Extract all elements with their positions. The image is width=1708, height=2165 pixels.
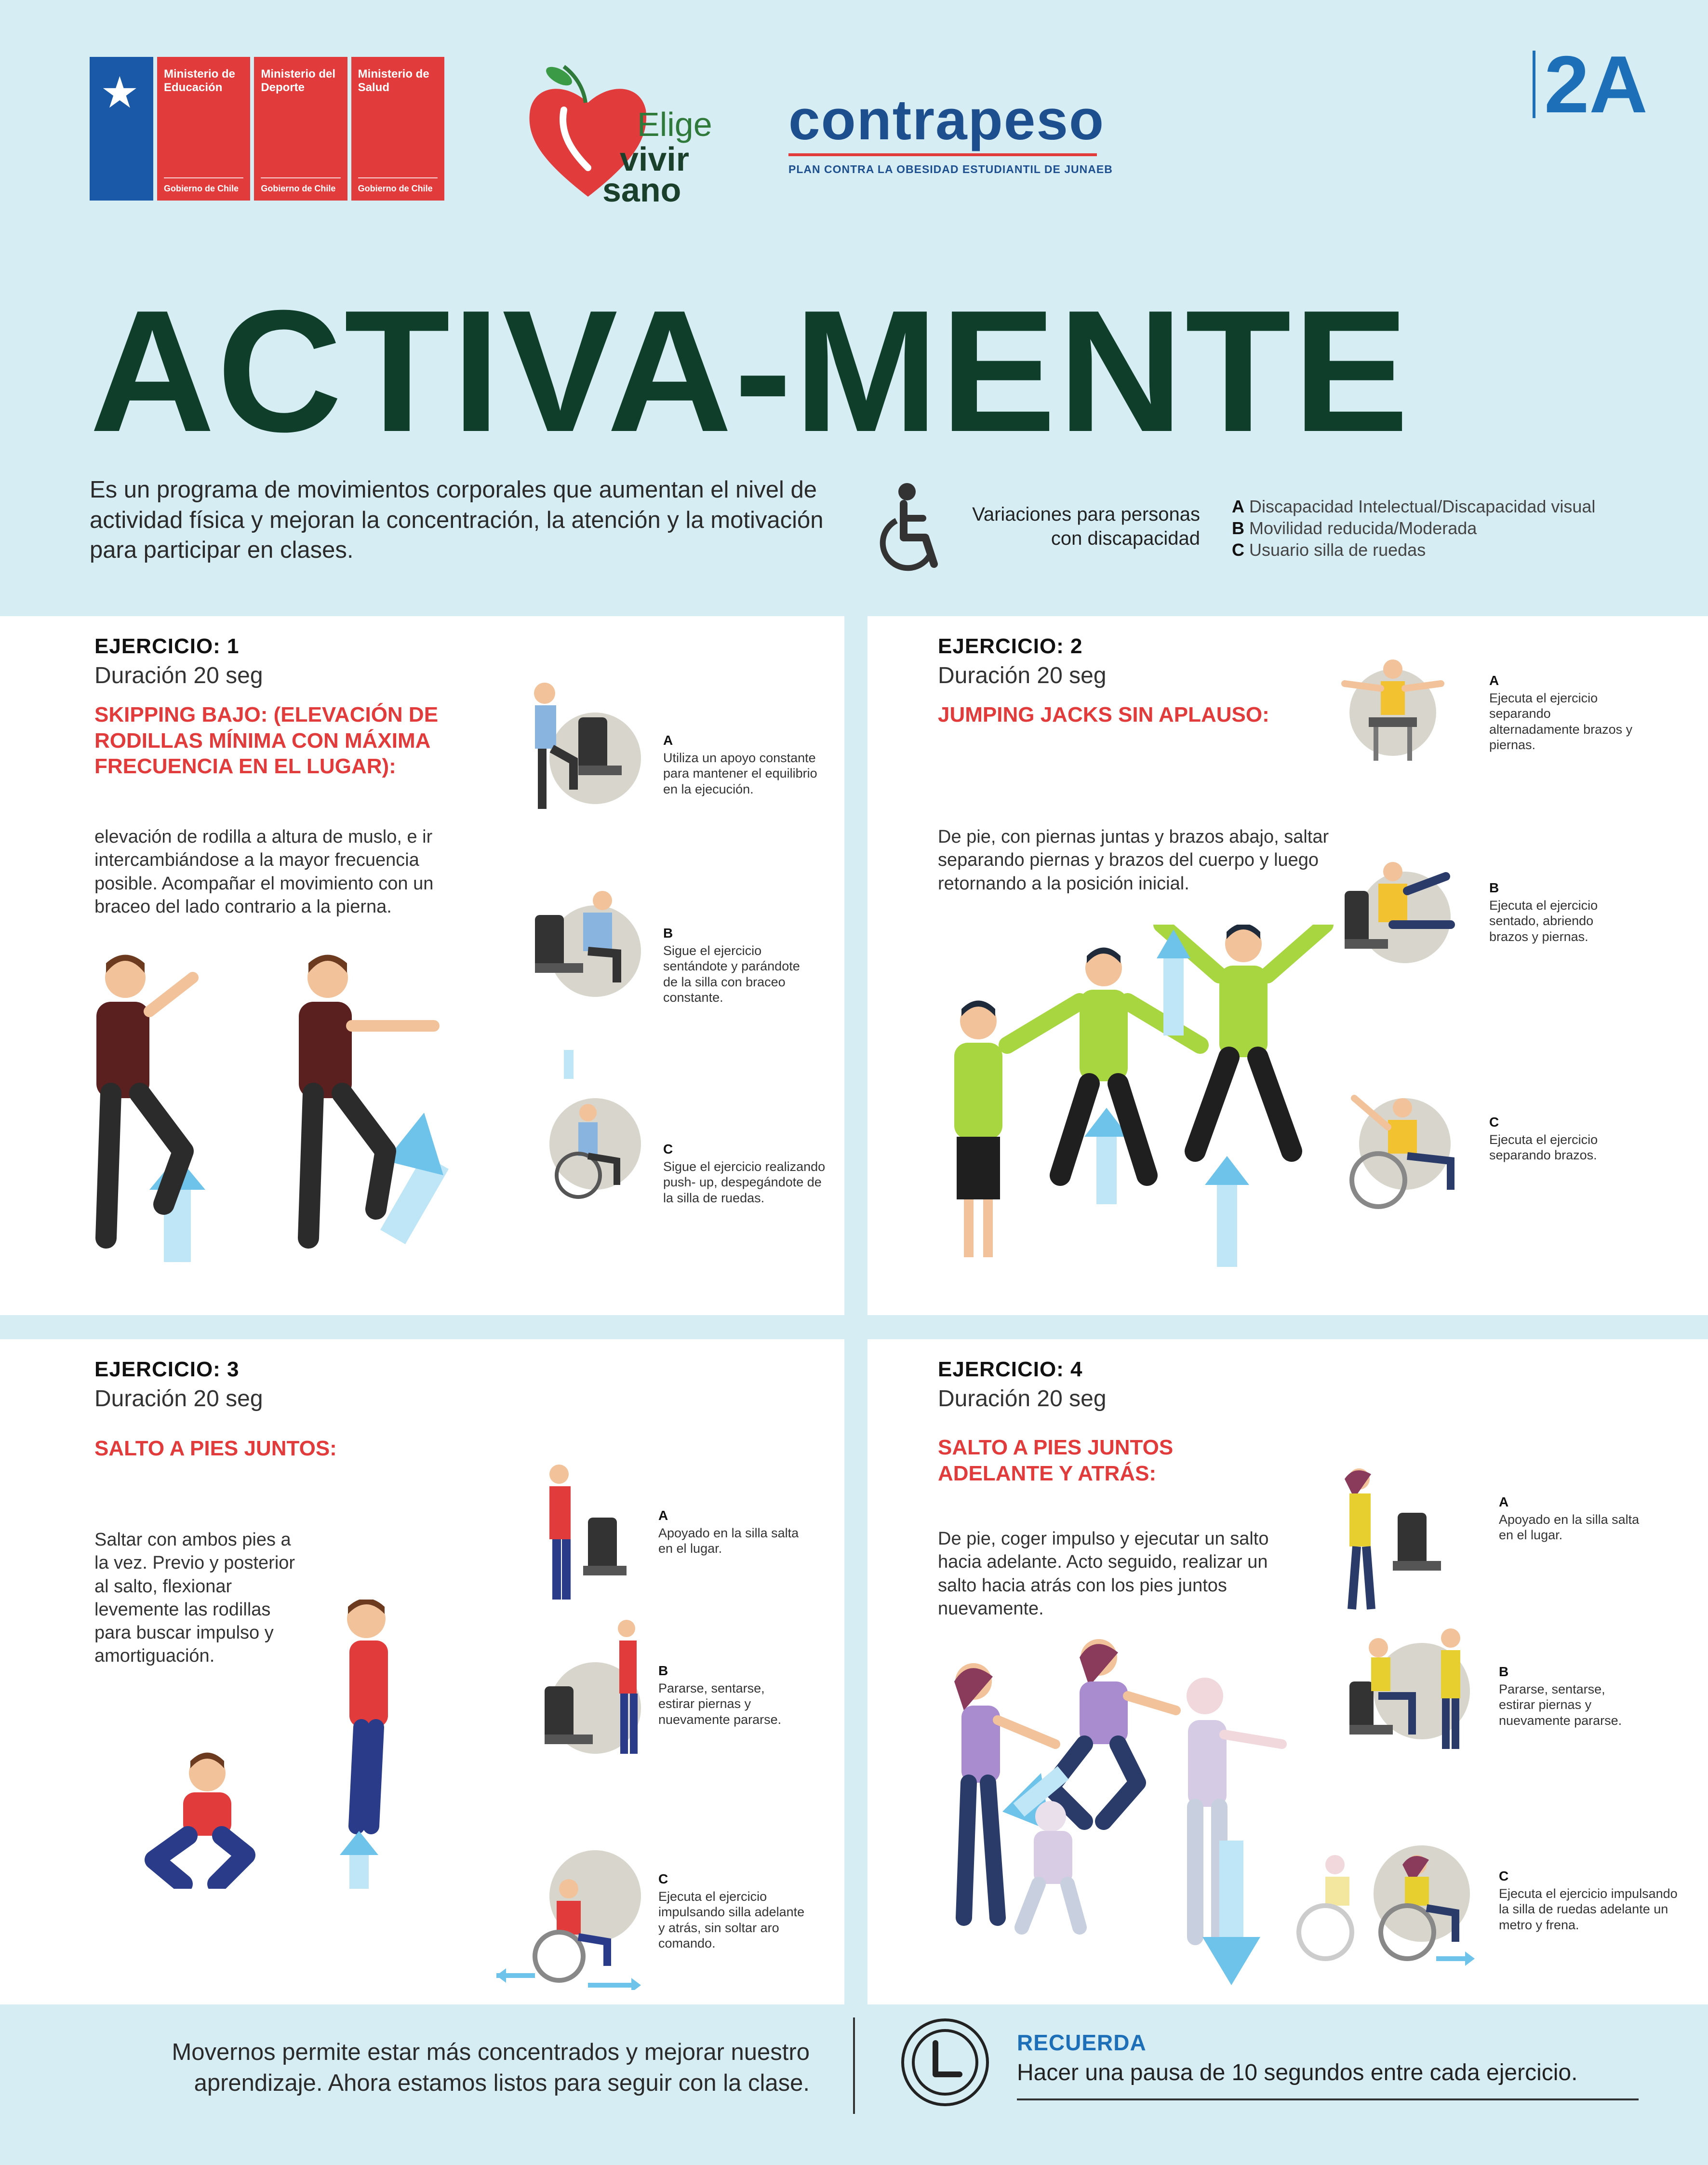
exercise-duration: Duración 20 seg	[938, 1386, 1107, 1412]
option-a-illustration	[520, 679, 646, 823]
option-c-illustration	[496, 1874, 641, 1990]
option-b-text: Pararse, sentarse, estirar piernas y nuevamente pararse.	[658, 1681, 782, 1727]
footer-message: Movernos permite estar más concentrados y mejorar nuestro aprendizaje. Ahora estamos listos para seguir con la clase.	[172, 2039, 810, 2096]
variation-item: A Discapacidad Intelectual/Discapacidad visual	[1232, 497, 1596, 516]
exercise-number: EJERCICIO: 1	[94, 634, 240, 658]
government-logo	[90, 57, 444, 201]
option-c-text: Ejecuta el ejercicio impulsando la silla de ruedas adelante un metro y frena.	[1499, 1886, 1678, 1932]
exercise-3-panel: EJERCICIO: 3 Duración 20 seg SALTO A PIES JUNTOS: Saltar con ambos pies a la vez. Previo y posterior al salto, flexionar levemente las rodillas para buscar impulso y amortiguación. A Apoyado en la silla salta en el lugar. B Pararse, sentarse, estirar piernas y nuevamente pararse. C Ejecuta el ejercicio impulsando silla adelante y atrás, sin soltar aro comando.	[0, 1339, 844, 2004]
option-b-text: Ejecuta el ejercicio sentado, abriendo brazos y piernas.	[1489, 898, 1598, 944]
exercise-description: De pie, coger impulso y ejecutar un salto hacia adelante. Acto seguido, realizar un salto hacia atrás con los pies juntos nuevamente.	[938, 1529, 1269, 1619]
exercise-number: EJERCICIO: 2	[938, 634, 1083, 658]
variations-label: Variaciones para personas con discapacidad	[972, 504, 1200, 549]
exercise-duration: Duración 20 seg	[94, 663, 263, 688]
option-c-text: Sigue el ejercicio realizando push- up, despegándote de la silla de ruedas.	[663, 1159, 826, 1205]
arrow-up-icon	[1157, 929, 1190, 1035]
intro-text: Es un programa de movimientos corporales que aumentan el nivel de actividad física y mejoran la concentración, la atención y la motivación para participar en clases.	[90, 477, 824, 564]
variation-item: B Movilidad reducida/Moderada	[1232, 518, 1477, 538]
option-c-text: Ejecuta el ejercicio separando brazos.	[1489, 1132, 1598, 1163]
grade-badge: 2A	[1533, 48, 1648, 121]
option-a-text: Apoyado en la silla salta en el lugar.	[658, 1526, 799, 1556]
exercise-2-panel: EJERCICIO: 2 Duración 20 seg JUMPING JACKS SIN APLAUSO: De pie, con piernas juntas y brazos abajo, saltar separando piernas y brazos del cuerpo y luego retornando a la posición inicial. A Ejecuta el ejercicio separando alternadamente brazos y piernas. B Ejecuta el ejercicio sentado, abriendo brazos y piernas. C Ejecuta el ejercicio separando brazos.	[867, 616, 1708, 1315]
exercise-duration: Duración 20 seg	[938, 663, 1107, 688]
exercise-title: SALTO A PIES JUNTOS:	[94, 1437, 337, 1460]
exercise-title: SALTO A PIES JUNTOS ADELANTE Y ATRÁS:	[938, 1436, 1174, 1485]
exercise-title: JUMPING JACKS SIN APLAUSO:	[938, 703, 1269, 726]
reminder-label: RECUERDA	[1017, 2030, 1147, 2055]
exercise-1-panel: EJERCICIO: 1 Duración 20 seg SKIPPING BAJO: (ELEVACIÓN DE RODILLAS MÍNIMA CON MÁXIMA FRECUENCIA EN EL LUGAR): elevación de rodilla a altura de muslo, e ir intercambiándose a la mayor frecuencia posible. Acompañar el movimiento con un braceo del lado contrario a la pierna. A Utiliza un apoyo constante para mantener el equilibrio en la ejecución. B Sigue el ejercicio sentándote y parándote de la silla con braceo constante. C Sigue el ejercicio realizando push- up, despegándote de la silla de ruedas.	[0, 616, 844, 1315]
ministry-education: Ministerio de Educación Gobierno de Chile	[157, 57, 250, 201]
variations-list	[1232, 496, 1595, 561]
option-c-illustration	[1282, 1845, 1475, 1971]
option-b-illustration	[1340, 852, 1465, 978]
option-a-illustration	[540, 1460, 636, 1609]
contrapeso-logo: contrapeso PLAN CONTRA LA OBESIDAD ESTUDIANTIL DE JUNAEB	[788, 88, 1113, 175]
option-c-illustration	[540, 1050, 655, 1204]
exercise-number: EJERCICIO: 3	[94, 1358, 240, 1381]
exercise-description: elevación de rodilla a altura de muslo, e ir intercambiándose a la mayor frecuencia posible. Acompañar el movimiento con un braceo del lado contrario a la pierna.	[94, 827, 434, 917]
option-b-illustration	[1345, 1624, 1489, 1754]
clock-icon	[899, 2017, 991, 2108]
option-c-text: Ejecuta el ejercicio impulsando silla adelante y atrás, sin soltar aro comando.	[658, 1889, 805, 1951]
jump-forward-back-illustration	[935, 1628, 1292, 1990]
option-a-text: Utiliza un apoyo constante para mantener el equilibrio en la ejecución.	[663, 751, 817, 796]
wheelchair-icon	[877, 482, 945, 574]
option-b-illustration	[530, 886, 655, 1011]
option-c-illustration	[1335, 1089, 1470, 1214]
elige-vivir-sano-logo: Elige vivir sano	[525, 57, 708, 202]
ministry-health: Ministerio de Salud Gobierno de Chile	[351, 57, 444, 201]
page-title: ACTIVA-MENTE	[90, 274, 1411, 468]
option-a-text: Ejecuta el ejercicio separando alternadamente brazos y piernas.	[1489, 691, 1633, 753]
option-a-text: Apoyado en la silla salta en el lugar.	[1499, 1512, 1640, 1543]
reminder-text: Hacer una pausa de 10 segundos entre cada ejercicio.	[1017, 2060, 1578, 2085]
chile-star-icon: ★	[90, 57, 153, 201]
jump-illustration	[125, 1600, 424, 1889]
option-a-illustration	[1340, 655, 1455, 766]
option-b-illustration	[540, 1614, 655, 1759]
footer-divider	[853, 2017, 855, 2114]
variation-item: C Usuario silla de ruedas	[1232, 540, 1426, 560]
exercise-description: Saltar con ambos pies a la vez. Previo y posterior al salto, flexionar levemente las rodillas para buscar impulso y amortiguación.	[94, 1530, 295, 1667]
skipping-illustration	[87, 949, 472, 1277]
exercise-4-panel: EJERCICIO: 4 Duración 20 seg SALTO A PIES JUNTOS ADELANTE Y ATRÁS: De pie, coger impulso y ejecutar un salto hacia adelante. Acto seguido, realizar un salto hacia atrás con los pies juntos nuevamente. A Apoyado en la silla salta en el lugar. B Pararse, sentarse, estirar piernas y nuevamente pararse. C Ejecuta el ejercicio impulsando la silla de ruedas adelante un metro y frena.	[867, 1339, 1708, 2004]
option-b-text: Pararse, sentarse, estirar piernas y nuevamente pararse.	[1499, 1682, 1622, 1728]
exercise-duration: Duración 20 seg	[94, 1386, 263, 1412]
exercise-title: SKIPPING BAJO: (ELEVACIÓN DE RODILLAS MÍNIMA CON MÁXIMA FRECUENCIA EN EL LUGAR):	[94, 703, 439, 779]
exercise-number: EJERCICIO: 4	[938, 1358, 1083, 1381]
ministry-sport: Ministerio del Deporte Gobierno de Chile	[254, 57, 347, 201]
reminder-underline	[1017, 2098, 1639, 2100]
option-b-text: Sigue el ejercicio sentándote y parándote de la silla con braceo constante.	[663, 943, 800, 1005]
exercise-description: De pie, con piernas juntas y brazos abajo, saltar separando piernas y brazos del cuerpo y luego retornando a la posición inicial.	[938, 827, 1329, 894]
option-a-illustration	[1335, 1465, 1470, 1614]
